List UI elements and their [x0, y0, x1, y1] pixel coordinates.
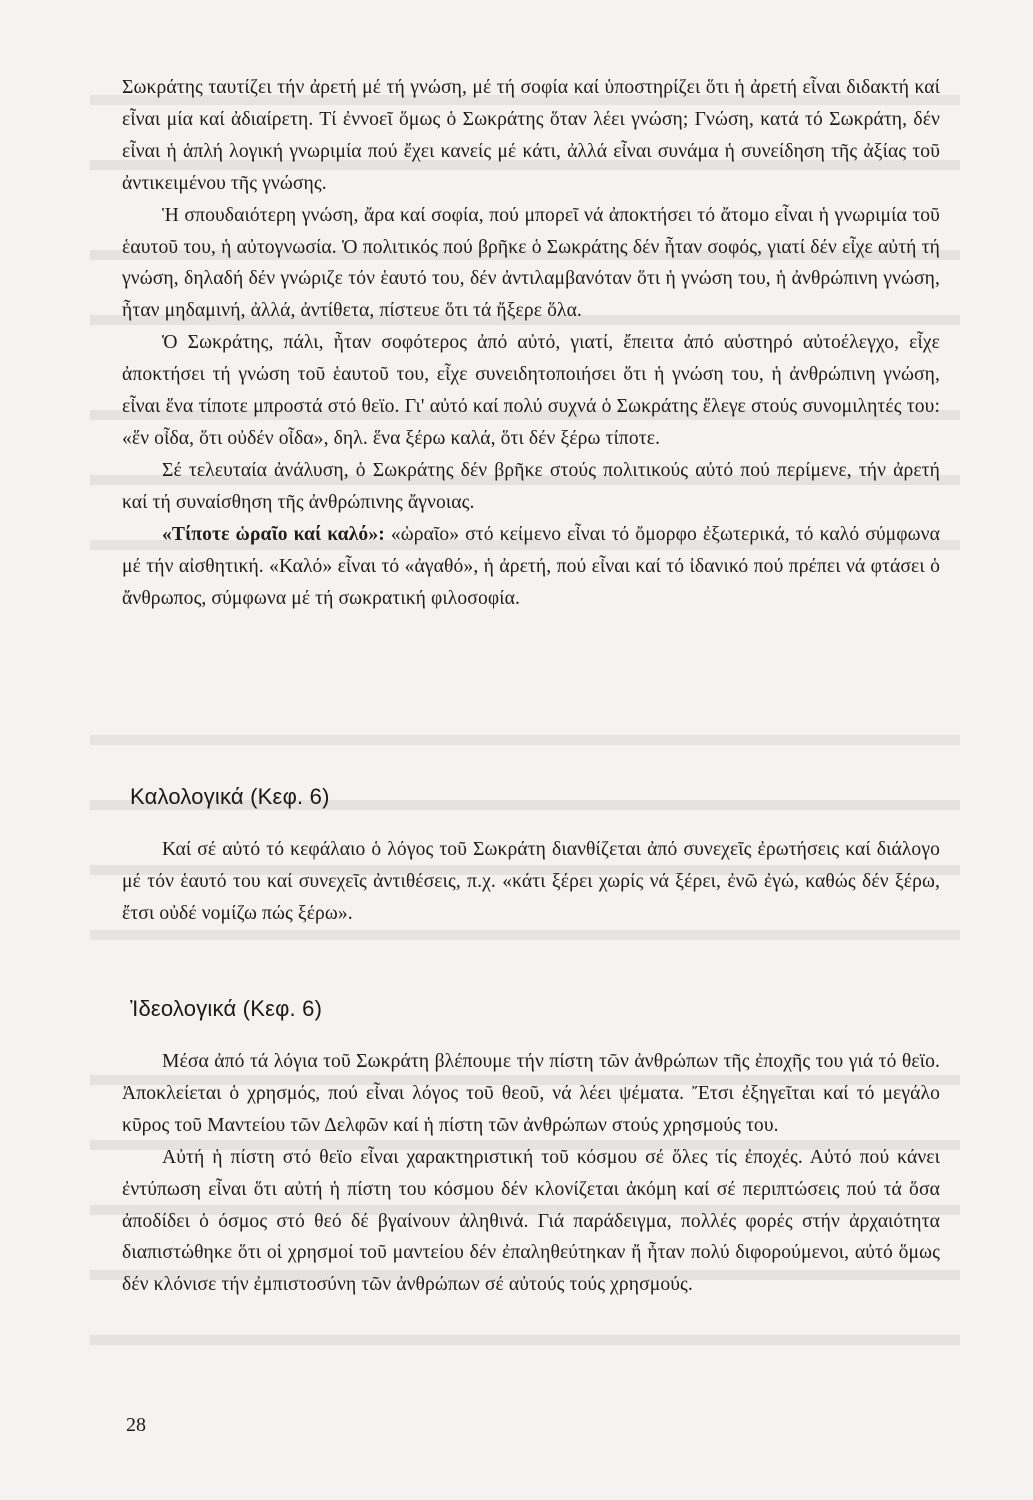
paragraph: Σωκράτης ταυτίζει τήν ἀρετή μέ τή γνώση, μέ τή σοφία καί ὑποστηρίζει ὅτι ἡ ἀρετή εἶναι διδακτή καί εἶναι μία καί ἀδιαίρετη. Τί ἐννοεῖ ὅμως ὁ Σωκράτης ὅταν λέει γνώση; Γνώση, κατά τό Σωκράτη, δέν εἶναι ἡ ἁπλή λογική γνωριμία πού ἔχει κανείς μέ κάτι, ἀλλά εἶναι συνάμα ἡ συνείδηση τῆς ἀξίας τοῦ ἀντικειμένου τῆς γνώσης. [122, 77, 940, 194]
section-heading-kalologika: Καλολογικά (Κεφ. 6) [130, 784, 330, 809]
page-number: 28 [126, 1414, 146, 1436]
paragraph-term-definition [122, 519, 940, 615]
paragraph: Καί σέ αὐτό τό κεφάλαιο ὁ λόγος τοῦ Σωκράτη διανθίζεται ἀπό συνεχεῖς ἐρωτήσεις καί διάλογο μέ τόν ἑαυτό του καί συνεχεῖς ἀντιθέσεις, π.χ. «κάτι ξέρει χωρίς νά ξέρει, ἐνῶ ἐγώ, καθώς δέν ξέρω, ἔτσι οὐδέ νομίζω πώς ξέρω». [122, 839, 940, 924]
term-definition: «ὡραῖο» στό κείμενο εἶναι τό ὄμορφο ἐξωτερικά, τό καλό σύμφωνα μέ τήν αἰσθητική. «Καλό» εἶναι τό «ἀγαθό», ἡ ἀρετή, πού εἶναι καί τό ἰδανικό πού πρέπει νά φτάσει ὁ ἄνθρωπος, σύμφωνα μέ τή σωκρατική φιλοσοφία. [122, 523, 941, 609]
term-label: «Τίποτε ὡραῖο καί καλό»: [162, 523, 385, 545]
section-kalologika-text [122, 834, 940, 930]
section-heading-ideologika: Ἰδεολογικά (Κεφ. 6) [130, 996, 323, 1021]
section-ideologika-text [122, 1046, 940, 1301]
section-main-text [122, 72, 940, 614]
paragraph: Ἡ σπουδαιότερη γνώση, ἄρα καί σοφία, πού μπορεῖ νά ἀποκτήσει τό ἄτομο εἶναι ἡ γνωριμία τοῦ ἑαυτοῦ του, ἡ αὐτογνωσία. Ὁ πολιτικός πού βρῆκε ὁ Σωκράτης δέν ἦταν σοφός, γιατί δέν εἶχε αὐτή τή γνώση, δηλαδή δέν γνώριζε τόν ἑαυτό του, δέν ἀντιλαμβανόταν ὅτι ἡ γνώση του, ἡ ἀνθρώπινη γνώση, ἦταν μηδαμινή, ἀλλά, ἀντίθετα, πίστευε ὅτι τά ἤξερε ὅλα. [122, 204, 940, 322]
paragraph: Μέσα ἀπό τά λόγια τοῦ Σωκράτη βλέπουμε τήν πίστη τῶν ἀνθρώπων τῆς ἐποχῆς του γιά τό θεϊο. Ἀποκλείεται ὁ χρησμός, πού εἶναι λόγος τοῦ θεοῦ, νά λέει ψέματα. Ἔτσι ἐξηγεῖται καί τό μεγάλο κῦρος τοῦ Μαντείου τῶν Δελφῶν καί ἡ πίστη τῶν ἀνθρώπων στούς χρησμούς του. [122, 1051, 940, 1136]
paragraph: Ὁ Σωκράτης, πάλι, ἦταν σοφότερος ἀπό αὐτό, γιατί, ἔπειτα ἀπό αὐστηρό αὐτοέλεγχο, εἶχε ἀποκτήσει τή γνώση τοῦ ἑαυτοῦ του, εἶχε συνειδητοποιήσει ὅτι ἡ γνώση του, ἡ ἀνθρώπινη γνώση, εἶναι ἕνα τίποτε μπροστά στό θεϊο. Γι' αὐτό καί πολύ συχνά ὁ Σωκράτης ἔλεγε στούς συνομιλητές του: «ἕν οἶδα, ὅτι οὐδέν οἶδα», δηλ. ἕνα ξέρω καλά, ὅτι δέν ξέρω τίποτε. [122, 332, 940, 449]
paragraph: Αὐτή ἡ πίστη στό θεϊο εἶναι χαρακτηριστική τοῦ κόσμου σέ ὅλες τίς ἐποχές. Αὐτό πού κάνει ἐντύπωση εἶναι ὅτι αὐτή ἡ πίστη του κόσμου δέν κλονίζεται ἀκόμη καί σέ περιπτώσεις πού τά ὅσα ἀποδίδει ὁ όσμος στό θεό δέ βγαίνουν ἀληθινά. Γιά παράδειγμα, πολλές φορές στήν ἀρχαιότητα διαπιστώθηκε ὅτι οἱ χρησμοί τοῦ μαντείου δέν ἐπαληθεύτηκαν ἤ ἦταν πολύ διφορούμενοι, αὐτό ὅμως δέν κλόνισε τήν ἐμπιστοσύνη τῶν ἀνθρώπων σέ αὐτούς τούς χρησμούς. [122, 1146, 940, 1296]
paragraph: Σέ τελευταία ἀνάλυση, ὁ Σωκράτης δέν βρῆκε στούς πολιτικούς αὐτό πού περίμενε, τήν ἀρετή καί τή συναίσθηση τῆς ἀνθρώπινης ἄγνοιας. [122, 459, 940, 513]
